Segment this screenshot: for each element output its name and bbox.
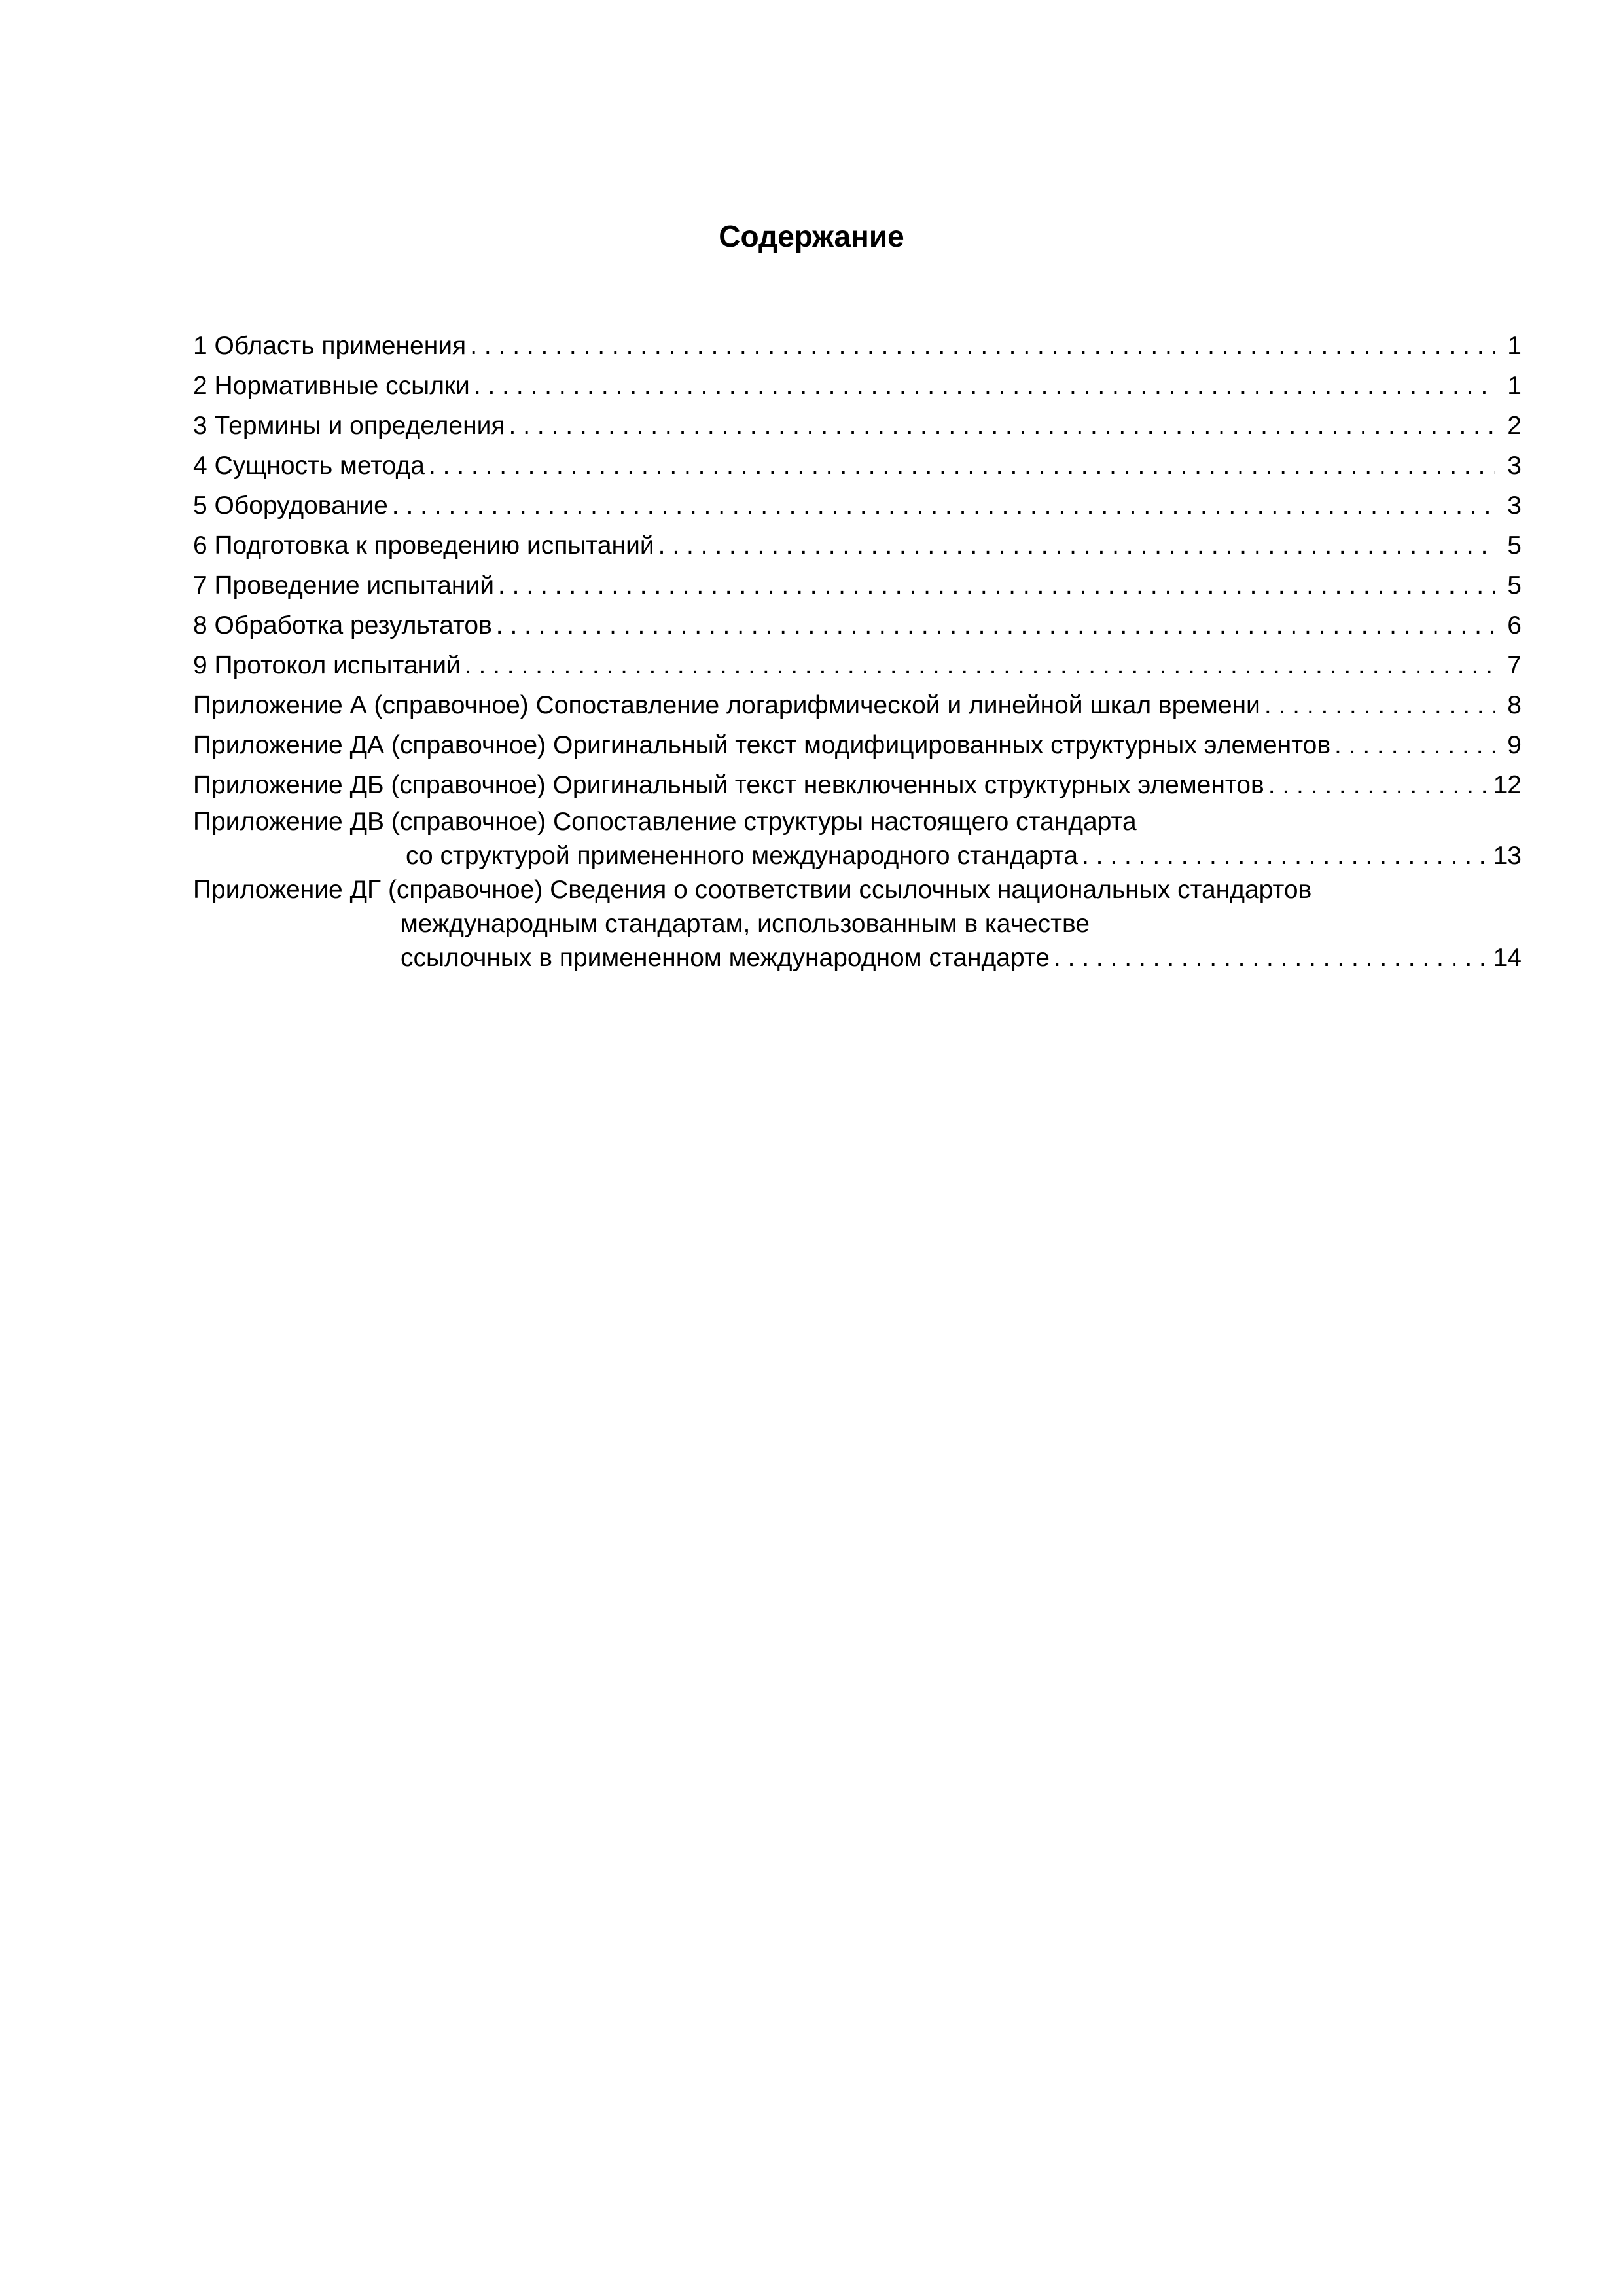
dot-leader	[474, 366, 1495, 406]
toc-entry[interactable]	[193, 486, 1522, 526]
toc-entry[interactable]	[193, 645, 1522, 685]
toc-entry[interactable]	[193, 605, 1522, 645]
dot-leader	[1334, 725, 1495, 765]
toc-entry-title: 5 Оборудование	[193, 492, 388, 520]
toc-entry-title-line: Приложение ДВ (справочное) Сопоставление структуры настоящего стандарта	[193, 808, 1137, 836]
toc-entry-multiline[interactable]	[193, 873, 1522, 975]
toc-entry-title-line: со структурой примененного международного стандарта	[406, 842, 1079, 870]
toc-entry-title: 3 Термины и определения	[193, 412, 505, 440]
toc-page-number: 1	[1507, 332, 1522, 360]
toc-entry-title: Приложение ДБ (справочное) Оригинальный текст невключенных структурных элементов	[193, 771, 1264, 799]
toc-entry-multiline[interactable]	[193, 805, 1522, 873]
table-of-contents	[193, 326, 1522, 975]
toc-entry[interactable]	[193, 406, 1522, 446]
toc-entry[interactable]	[193, 366, 1522, 406]
toc-entry-title: 8 Обработка результатов	[193, 611, 492, 639]
toc-entry-title: Приложение ДА (справочное) Оригинальный текст модифицированных структурных элементов	[193, 731, 1331, 759]
dot-leader	[1264, 685, 1495, 725]
dot-leader	[1054, 941, 1489, 975]
toc-page-number: 6	[1507, 611, 1522, 639]
toc-page-number: 8	[1507, 691, 1522, 719]
page-title: Содержание	[719, 219, 904, 253]
toc-entry-title-line: ссылочных в примененном международном стандарте	[401, 944, 1050, 972]
toc-entry[interactable]	[193, 326, 1522, 366]
toc-page-number: 7	[1507, 651, 1522, 679]
dot-leader	[498, 565, 1495, 605]
toc-entry-title: 1 Область применения	[193, 332, 467, 360]
toc-entry-title: Приложение А (справочное) Сопоставление логарифмической и линейной шкал времени	[193, 691, 1260, 719]
toc-entry[interactable]	[193, 725, 1522, 765]
toc-page-number: 5	[1507, 531, 1522, 560]
dot-leader	[429, 446, 1495, 486]
toc-entry[interactable]	[193, 765, 1522, 805]
toc-entry-title: 4 Сущность метода	[193, 452, 425, 480]
dot-leader	[465, 645, 1495, 685]
toc-entry[interactable]	[193, 565, 1522, 605]
toc-page-number: 3	[1507, 452, 1522, 480]
dot-leader	[496, 605, 1495, 645]
toc-entry[interactable]	[193, 685, 1522, 725]
toc-entry-title-line: Приложение ДГ (справочное) Сведения о соответствии ссылочных национальных стандартов	[193, 876, 1312, 904]
toc-page-number: 9	[1507, 731, 1522, 759]
toc-entry-title-line: международным стандартам, использованным в качестве	[401, 910, 1090, 938]
toc-page-number: 13	[1493, 842, 1522, 870]
dot-leader	[470, 326, 1495, 366]
dot-leader	[392, 486, 1495, 526]
dot-leader	[1082, 839, 1489, 873]
dot-leader	[658, 526, 1495, 565]
dot-leader	[1268, 765, 1489, 805]
toc-entry-title: 7 Проведение испытаний	[193, 571, 495, 600]
toc-entry[interactable]	[193, 526, 1522, 565]
dot-leader	[509, 406, 1495, 446]
toc-page-number: 5	[1507, 571, 1522, 600]
toc-page-number: 1	[1507, 372, 1522, 400]
toc-entry-title: 9 Протокол испытаний	[193, 651, 461, 679]
toc-entry-title: 6 Подготовка к проведению испытаний	[193, 531, 654, 560]
toc-page-number: 12	[1493, 771, 1522, 799]
toc-page-number: 14	[1493, 944, 1522, 972]
toc-entry[interactable]	[193, 446, 1522, 486]
toc-entry-title: 2 Нормативные ссылки	[193, 372, 470, 400]
toc-page-number: 2	[1507, 412, 1522, 440]
toc-page-number: 3	[1507, 492, 1522, 520]
